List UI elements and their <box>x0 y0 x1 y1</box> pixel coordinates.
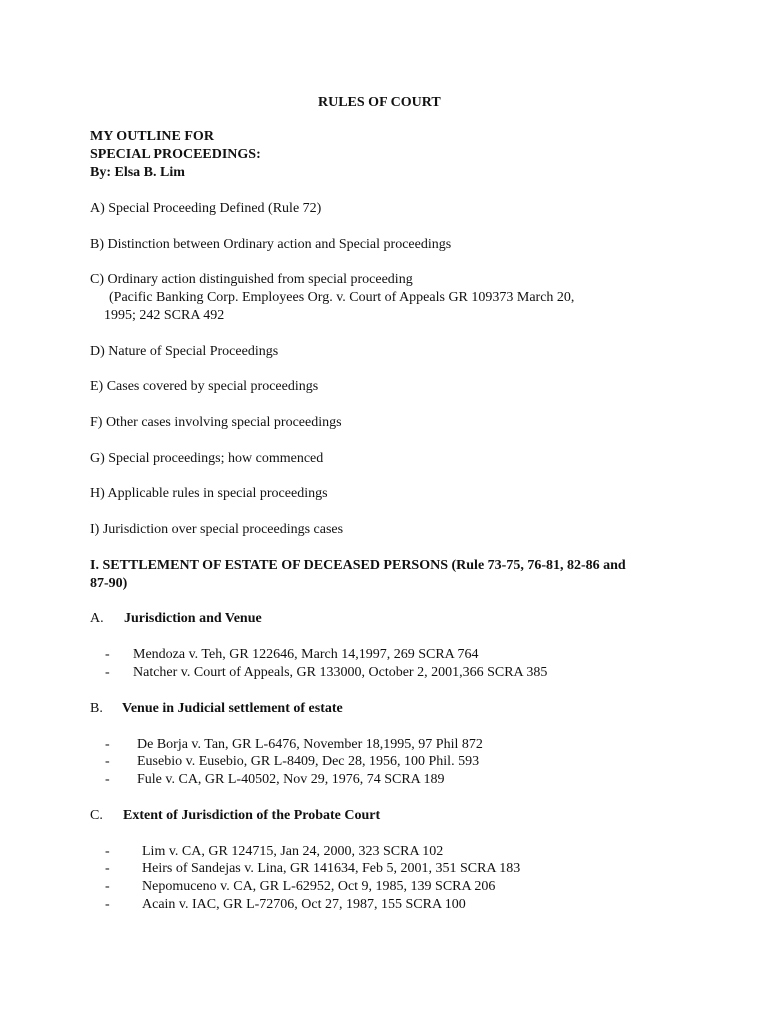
case-citation: Heirs of Sandejas v. Lina, GR 141634, Feb 5, 2001, 351 SCRA 183 <box>142 861 521 876</box>
subsection-a-letter: A. <box>90 611 104 626</box>
subsection-c-heading: Extent of Jurisdiction of the Probate Court <box>123 808 381 823</box>
document-title: RULES OF COURT <box>318 95 441 110</box>
list-bullet-dash: - <box>105 665 110 680</box>
case-citation: Fule v. CA, GR L-40502, Nov 29, 1976, 74 SCRA 189 <box>137 772 445 787</box>
outline-item-d: D) Nature of Special Proceedings <box>90 344 279 359</box>
outline-item-c-citation-line-2: 1995; 242 SCRA 492 <box>104 308 225 323</box>
outline-item-c: C) Ordinary action distinguished from special proceeding <box>90 272 413 287</box>
subsection-b-letter: B. <box>90 701 103 716</box>
list-bullet-dash: - <box>105 737 110 752</box>
list-bullet-dash: - <box>105 647 110 662</box>
outline-item-i: I) Jurisdiction over special proceedings cases <box>90 522 344 537</box>
outline-item-g: G) Special proceedings; how commenced <box>90 451 324 466</box>
author-line: By: Elsa B. Lim <box>90 165 185 180</box>
outline-item-c-citation-line-1: (Pacific Banking Corp. Employees Org. v. Court of Appeals GR 109373 March 20, <box>109 290 575 305</box>
subsection-b-heading: Venue in Judicial settlement of estate <box>122 701 343 716</box>
case-citation: Lim v. CA, GR 124715, Jan 24, 2000, 323 SCRA 102 <box>142 844 444 859</box>
case-citation: Mendoza v. Teh, GR 122646, March 14,1997, 269 SCRA 764 <box>133 647 479 662</box>
section-1-heading-line-2: 87-90) <box>90 576 128 591</box>
case-citation: Eusebio v. Eusebio, GR L-8409, Dec 28, 1956, 100 Phil. 593 <box>137 754 480 769</box>
case-citation: Acain v. IAC, GR L-72706, Oct 27, 1987, 155 SCRA 100 <box>142 897 466 912</box>
case-citation: Nepomuceno v. CA, GR L-62952, Oct 9, 1985, 139 SCRA 206 <box>142 879 496 894</box>
list-bullet-dash: - <box>105 772 110 787</box>
list-bullet-dash: - <box>105 879 110 894</box>
outline-item-e: E) Cases covered by special proceedings <box>90 379 319 394</box>
section-1-heading-line-1: I. SETTLEMENT OF ESTATE OF DECEASED PERSONS (Rule 73-75, 76-81, 82-86 and <box>90 558 626 573</box>
list-bullet-dash: - <box>105 861 110 876</box>
outline-heading-line-2: SPECIAL PROCEEDINGS: <box>90 147 261 162</box>
outline-item-b: B) Distinction between Ordinary action and Special proceedings <box>90 237 452 252</box>
list-bullet-dash: - <box>105 754 110 769</box>
case-citation: Natcher v. Court of Appeals, GR 133000, October 2, 2001,366 SCRA 385 <box>133 665 548 680</box>
case-citation: De Borja v. Tan, GR L-6476, November 18,1995, 97 Phil 872 <box>137 737 483 752</box>
outline-item-f: F) Other cases involving special proceedings <box>90 415 342 430</box>
list-bullet-dash: - <box>105 844 110 859</box>
list-bullet-dash: - <box>105 897 110 912</box>
subsection-a-heading: Jurisdiction and Venue <box>124 611 262 626</box>
subsection-c-letter: C. <box>90 808 103 823</box>
outline-item-h: H) Applicable rules in special proceedings <box>90 486 328 501</box>
outline-item-a: A) Special Proceeding Defined (Rule 72) <box>90 201 322 216</box>
outline-heading-line-1: MY OUTLINE FOR <box>90 129 214 144</box>
